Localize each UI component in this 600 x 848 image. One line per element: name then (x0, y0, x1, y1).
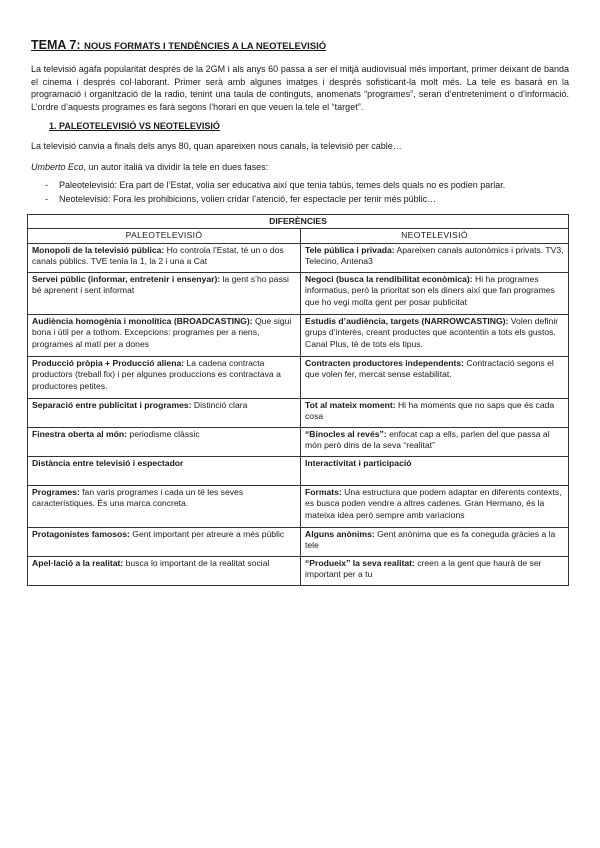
column-header-paleo: PALEOTELEVISIÓ (28, 229, 301, 243)
cell-paleo (28, 485, 301, 527)
table-row (28, 398, 569, 427)
cell-paleo (28, 456, 301, 485)
cell-term: Servei públic (informar, entretenir i ensenyar): (32, 273, 221, 284)
cell-term: Separació entre publicitat i programes: (32, 399, 192, 410)
cell-paleo (28, 314, 301, 356)
cell-term: Contracten productores independents: (305, 357, 464, 368)
table-row (28, 456, 569, 485)
cell-description: Gent important per atreure a més públic (129, 528, 285, 539)
cell-paleo (28, 427, 301, 456)
paragraph-eco-text: , un autor italià va dividir la tele en dues fases: (83, 161, 269, 172)
table-row (28, 527, 569, 556)
cell-description: busca lo important de la realitat social (123, 557, 270, 568)
cell-term: Interactivitat i participació (305, 457, 412, 468)
cell-description: Que sigui bona i útil per a tothom. Excepcions: programes per a nens, programes al matí per a dones (32, 315, 292, 349)
table-row (28, 485, 569, 527)
cell-term: Tele pública i privada: (305, 244, 395, 255)
cell-neo (301, 314, 569, 356)
phases-list (31, 179, 569, 206)
cell-term: “Produeix” la seva realitat: (305, 557, 415, 568)
cell-term: Monopoli de la televisió pública: (32, 244, 165, 255)
cell-term: Tot al mateix moment: (305, 399, 396, 410)
cell-description: Hi ha moments que no saps que és cada cosa (305, 399, 555, 422)
cell-term: Alguns anònims: (305, 528, 375, 539)
cell-neo (301, 272, 569, 314)
cell-paleo (28, 527, 301, 556)
cell-description: enfocat cap a ells, parlen del que passa al món però dins de la seva “realitat” (305, 428, 550, 451)
cell-term: “Binocles al revés”: (305, 428, 387, 439)
cell-description: Gent anònima que es fa coneguda gràcies a la tele (305, 528, 556, 551)
cell-neo (301, 427, 569, 456)
table-row (28, 272, 569, 314)
cell-term: Formats: (305, 486, 342, 497)
cell-description: Volen definir grups d’interès, creant productes que acontentin a tots els gustos. Canal Plus, té de tots els tipus. (305, 315, 559, 349)
author-name: Umberto Eco (31, 161, 84, 172)
table-row (28, 314, 569, 356)
cell-paleo (28, 243, 301, 272)
intro-paragraph: La televisió agafa popularitat després de la 2GM i als anys 60 passa a ser el mitjà audiovisual més important, primer deixant de banda el cinema i després col·laborant. Primer serà amb algunes imatges i després sofisticant-la molt més. La tele es basarà en la programació i organització de la radio, tenint una taula de continguts, anomenats “programes”, seran d’entreteniment o d’informació. L’ordre d’aquests programes es farà segons l’horari en que veuen la tele el “target”. (31, 64, 569, 112)
cell-description: la gent s’ho passi bé aprenent i sent informat (32, 273, 289, 296)
cell-paleo (28, 556, 301, 585)
cell-term: Programes: (32, 486, 80, 497)
cell-paleo (28, 272, 301, 314)
cell-neo (301, 485, 569, 527)
page-title (31, 38, 569, 52)
cell-description: Una estructura que podem adaptar en diferents contexts, es busca poden vendre a altres cadenes. Gran Hermano, és la mateixa idea però sempre amb variacions (305, 486, 562, 520)
cell-term: Distància entre televisió i espectador (32, 457, 184, 468)
list-item: - Paleotelevisió: Era part de l’Estat, volia ser educativa així que tenia tabús, temes dels quals no es podien parlar. (31, 179, 569, 193)
cell-description: Apareixen canals autonòmics i privats. TV3, Telecino, Antena3 (305, 244, 564, 267)
cell-description: Ho controla l’Estat, té un o dos canals públics. TVE tenia la 1, la 2 i una a Cat (32, 244, 284, 267)
cell-neo (301, 527, 569, 556)
cell-neo (301, 398, 569, 427)
differences-table (27, 214, 569, 586)
cell-neo (301, 243, 569, 272)
cell-description: creen a la gent que haurà de ser important per a tu (305, 557, 542, 580)
cell-term: Producció pròpia + Producció aliena: (32, 357, 185, 368)
list-item: - Neotelevisió: Fora les prohibicions, volien cridar l’atenció, fer espectacle per tenir més públic… (31, 193, 569, 207)
title-subtitle: NOUS FORMATS I TENDÈNCIES A LA NEOTELEVISIÓ (84, 41, 327, 52)
paragraph-eco (31, 161, 569, 174)
cell-term: Finestra oberta al món: (32, 428, 128, 439)
cell-term: Estudis d’audiència, targets (NARROWCASTING): (305, 315, 509, 326)
section-heading: 1. PALEOTELEVISIÓ VS NEOTELEVISIÓ (49, 121, 220, 131)
table-row (28, 356, 569, 398)
paragraph-cable: La televisió canvia a finals dels anys 80, quan apareixen nous canals, la televisió per cable… (31, 141, 402, 151)
table-heading: DIFERÈNCIES (28, 215, 569, 229)
cell-neo (301, 556, 569, 585)
cell-paleo (28, 356, 301, 398)
cell-term: Protagonistes famosos: (32, 528, 130, 539)
table-row (28, 556, 569, 585)
cell-neo (301, 456, 569, 485)
cell-description: fan varis programes i cada un té les seves característiques. És una marca concreta. (32, 486, 244, 509)
cell-description: periodisme clàssic (127, 428, 200, 439)
cell-term: Apel·lació a la realitat: (32, 557, 124, 568)
cell-description: Distinció clara (191, 399, 248, 410)
cell-term: Audiència homogènia i monolítica (BROADCASTING): (32, 315, 253, 326)
document-page (31, 38, 569, 586)
cell-description: Hi ha programes informatius, però la prioritat son els diners així que fan programes que ho vegi molta gent per posar publicitat (305, 273, 555, 307)
column-header-neo: NEOTELEVISIÓ (301, 229, 569, 243)
cell-description: Contractació segons el que volen fer, mercat sense estabilitat. (305, 357, 554, 380)
cell-description: La cadena contracta productors (treball fix) i per algunes produccions es contractava a productores petites. (32, 357, 281, 391)
cell-paleo (28, 398, 301, 427)
title-main: TEMA 7: (31, 38, 81, 52)
table-row (28, 427, 569, 456)
cell-neo (301, 356, 569, 398)
cell-term: Negoci (busca la rendibilitat econòmica): (305, 273, 473, 284)
table-row (28, 243, 569, 272)
